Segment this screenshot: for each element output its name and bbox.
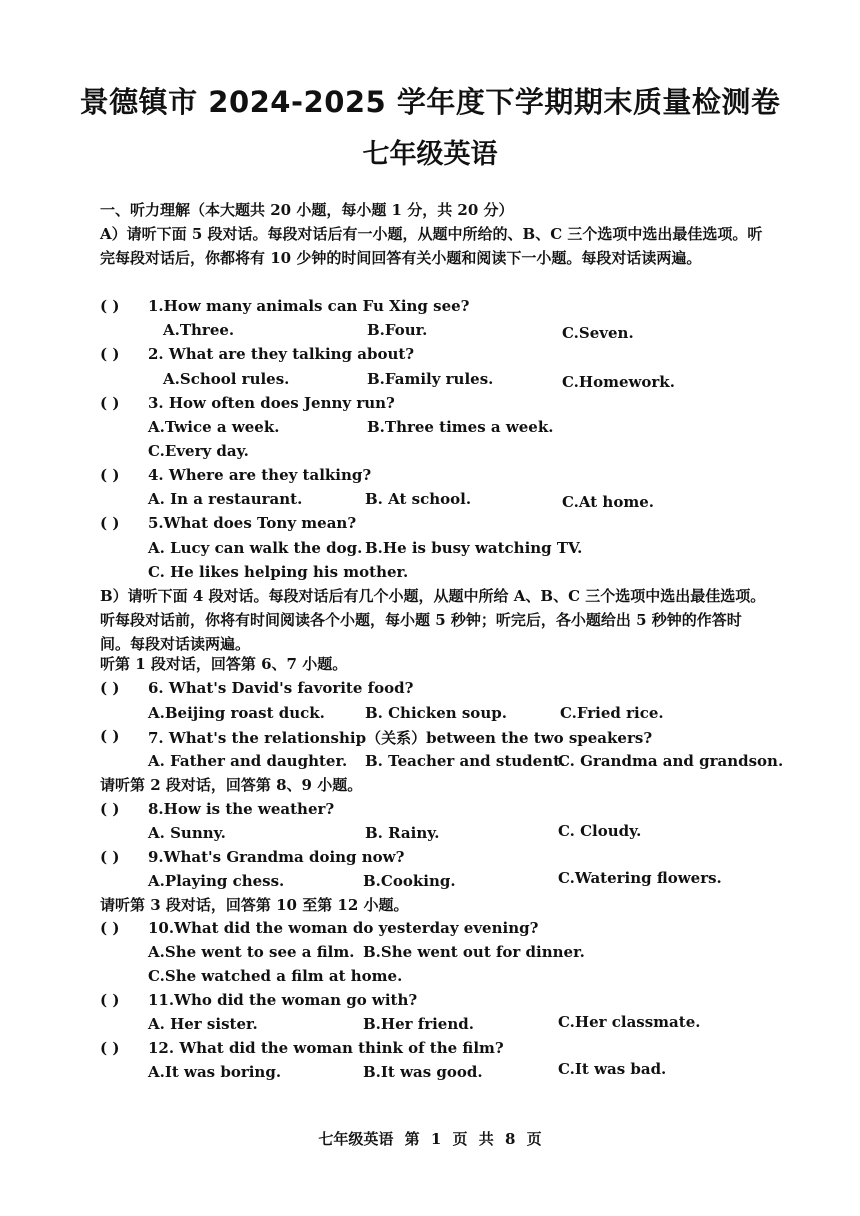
- option-a: A. Sunny.: [148, 824, 226, 842]
- option-a: A.Three.: [163, 321, 235, 339]
- option-b: B.Cooking.: [363, 872, 456, 890]
- option-a: A. Father and daughter.: [148, 752, 348, 770]
- question-text: 4. Where are they talking?: [148, 466, 372, 484]
- answer-blank[interactable]: ( ): [100, 848, 120, 866]
- option-b: B. At school.: [365, 490, 472, 508]
- page-footer: 七年级英语 第 1 页 共 8 页: [318, 1130, 542, 1148]
- question-text: 12. What did the woman think of the film?: [148, 1039, 504, 1057]
- option-c: C. He likes helping his mother.: [148, 563, 409, 581]
- answer-blank[interactable]: ( ): [100, 919, 120, 937]
- answer-blank[interactable]: ( ): [100, 466, 120, 484]
- option-c: C.It was bad.: [558, 1060, 667, 1078]
- answer-blank[interactable]: ( ): [100, 1039, 120, 1057]
- option-a: A.School rules.: [163, 370, 290, 388]
- question-text: 2. What are they talking about?: [148, 345, 415, 363]
- part-b-instructions: B）请听下面 4 段对话。每段对话后有几个小题，从题中所给 A、B、C 三个选项中选出最佳选项。听每段对话前，你将有时间阅读各个小题，每小题 5 秒钟；听完后，各小题给出 5 秒钟的作答时间。每段对话读两遍。: [100, 587, 766, 653]
- option-b: B. Chicken soup.: [365, 704, 507, 722]
- option-b: B. Teacher and student.: [365, 752, 566, 770]
- option-a: A.She went to see a film.: [148, 943, 355, 961]
- option-b: B.Her friend.: [363, 1015, 474, 1033]
- option-c: C.Fried rice.: [560, 704, 664, 722]
- answer-blank[interactable]: ( ): [100, 514, 120, 532]
- option-c: C. Grandma and grandson.: [558, 752, 784, 770]
- option-b: B.He is busy watching TV.: [365, 539, 583, 557]
- question-text: 8.How is the weather?: [148, 800, 335, 818]
- answer-blank[interactable]: ( ): [100, 800, 120, 818]
- option-c: C.Every day.: [148, 442, 249, 460]
- answer-blank[interactable]: ( ): [100, 727, 120, 745]
- page-subtitle: 七年级英语: [362, 139, 498, 170]
- option-a: A.Playing chess.: [148, 872, 285, 890]
- section-heading: 一、听力理解（本大题共 20 小题，每小题 1 分，共 20 分）: [100, 201, 514, 219]
- option-a: A.Beijing roast duck.: [148, 704, 325, 722]
- option-a: A. In a restaurant.: [148, 490, 303, 508]
- answer-blank[interactable]: ( ): [100, 297, 120, 315]
- question-text: 1.How many animals can Fu Xing see?: [148, 297, 470, 315]
- dialog-2-instruction: 请听第 2 段对话，回答第 8、9 小题。: [100, 776, 363, 794]
- option-b: B.Family rules.: [367, 370, 494, 388]
- question-text: 10.What did the woman do yesterday evening?: [148, 919, 539, 937]
- option-b: B.It was good.: [363, 1063, 483, 1081]
- question-text: 6. What's David's favorite food?: [148, 679, 414, 697]
- option-c: C. Cloudy.: [558, 822, 642, 840]
- option-a: A.It was boring.: [148, 1063, 282, 1081]
- option-c: C.Watering flowers.: [558, 869, 722, 887]
- question-text: 11.Who did the woman go with?: [148, 991, 418, 1009]
- question-text: 3. How often does Jenny run?: [148, 394, 395, 412]
- dialog-3-instruction: 请听第 3 段对话，回答第 10 至第 12 小题。: [100, 896, 409, 914]
- part-a-instructions: A）请听下面 5 段对话。每段对话后有一小题，从题中所给的、B、C 三个选项中选出最佳选项。听完每段对话后，你都将有 10 少钟的时间回答有关小题和阅读下一小题。每段对话读两遍。: [100, 225, 763, 267]
- option-c: C.Her classmate.: [558, 1013, 701, 1031]
- option-c: C.Seven.: [562, 324, 634, 342]
- question-text: 7. What's the relationship（关系）between the two speakers?: [148, 729, 653, 747]
- option-b: B.Three times a week.: [367, 418, 554, 436]
- option-b: B.She went out for dinner.: [363, 943, 585, 961]
- dialog-1-instruction: 听第 1 段对话，回答第 6、7 小题。: [100, 655, 348, 673]
- option-a: A.Twice a week.: [148, 418, 280, 436]
- option-a: A. Her sister.: [148, 1015, 258, 1033]
- option-c: C.At home.: [562, 493, 654, 511]
- question-text: 5.What does Tony mean?: [148, 514, 357, 532]
- question-text: 9.What's Grandma doing now?: [148, 848, 405, 866]
- option-c: C.She watched a film at home.: [148, 967, 403, 985]
- answer-blank[interactable]: ( ): [100, 991, 120, 1009]
- option-b: B.Four.: [367, 321, 428, 339]
- option-b: B. Rainy.: [365, 824, 440, 842]
- page-title: 景德镇市 2024-2025 学年度下学期期末质量检测卷: [79, 85, 781, 119]
- option-a: A. Lucy can walk the dog.: [148, 539, 363, 557]
- answer-blank[interactable]: ( ): [100, 394, 120, 412]
- answer-blank[interactable]: ( ): [100, 679, 120, 697]
- answer-blank[interactable]: ( ): [100, 345, 120, 363]
- option-c: C.Homework.: [562, 373, 675, 391]
